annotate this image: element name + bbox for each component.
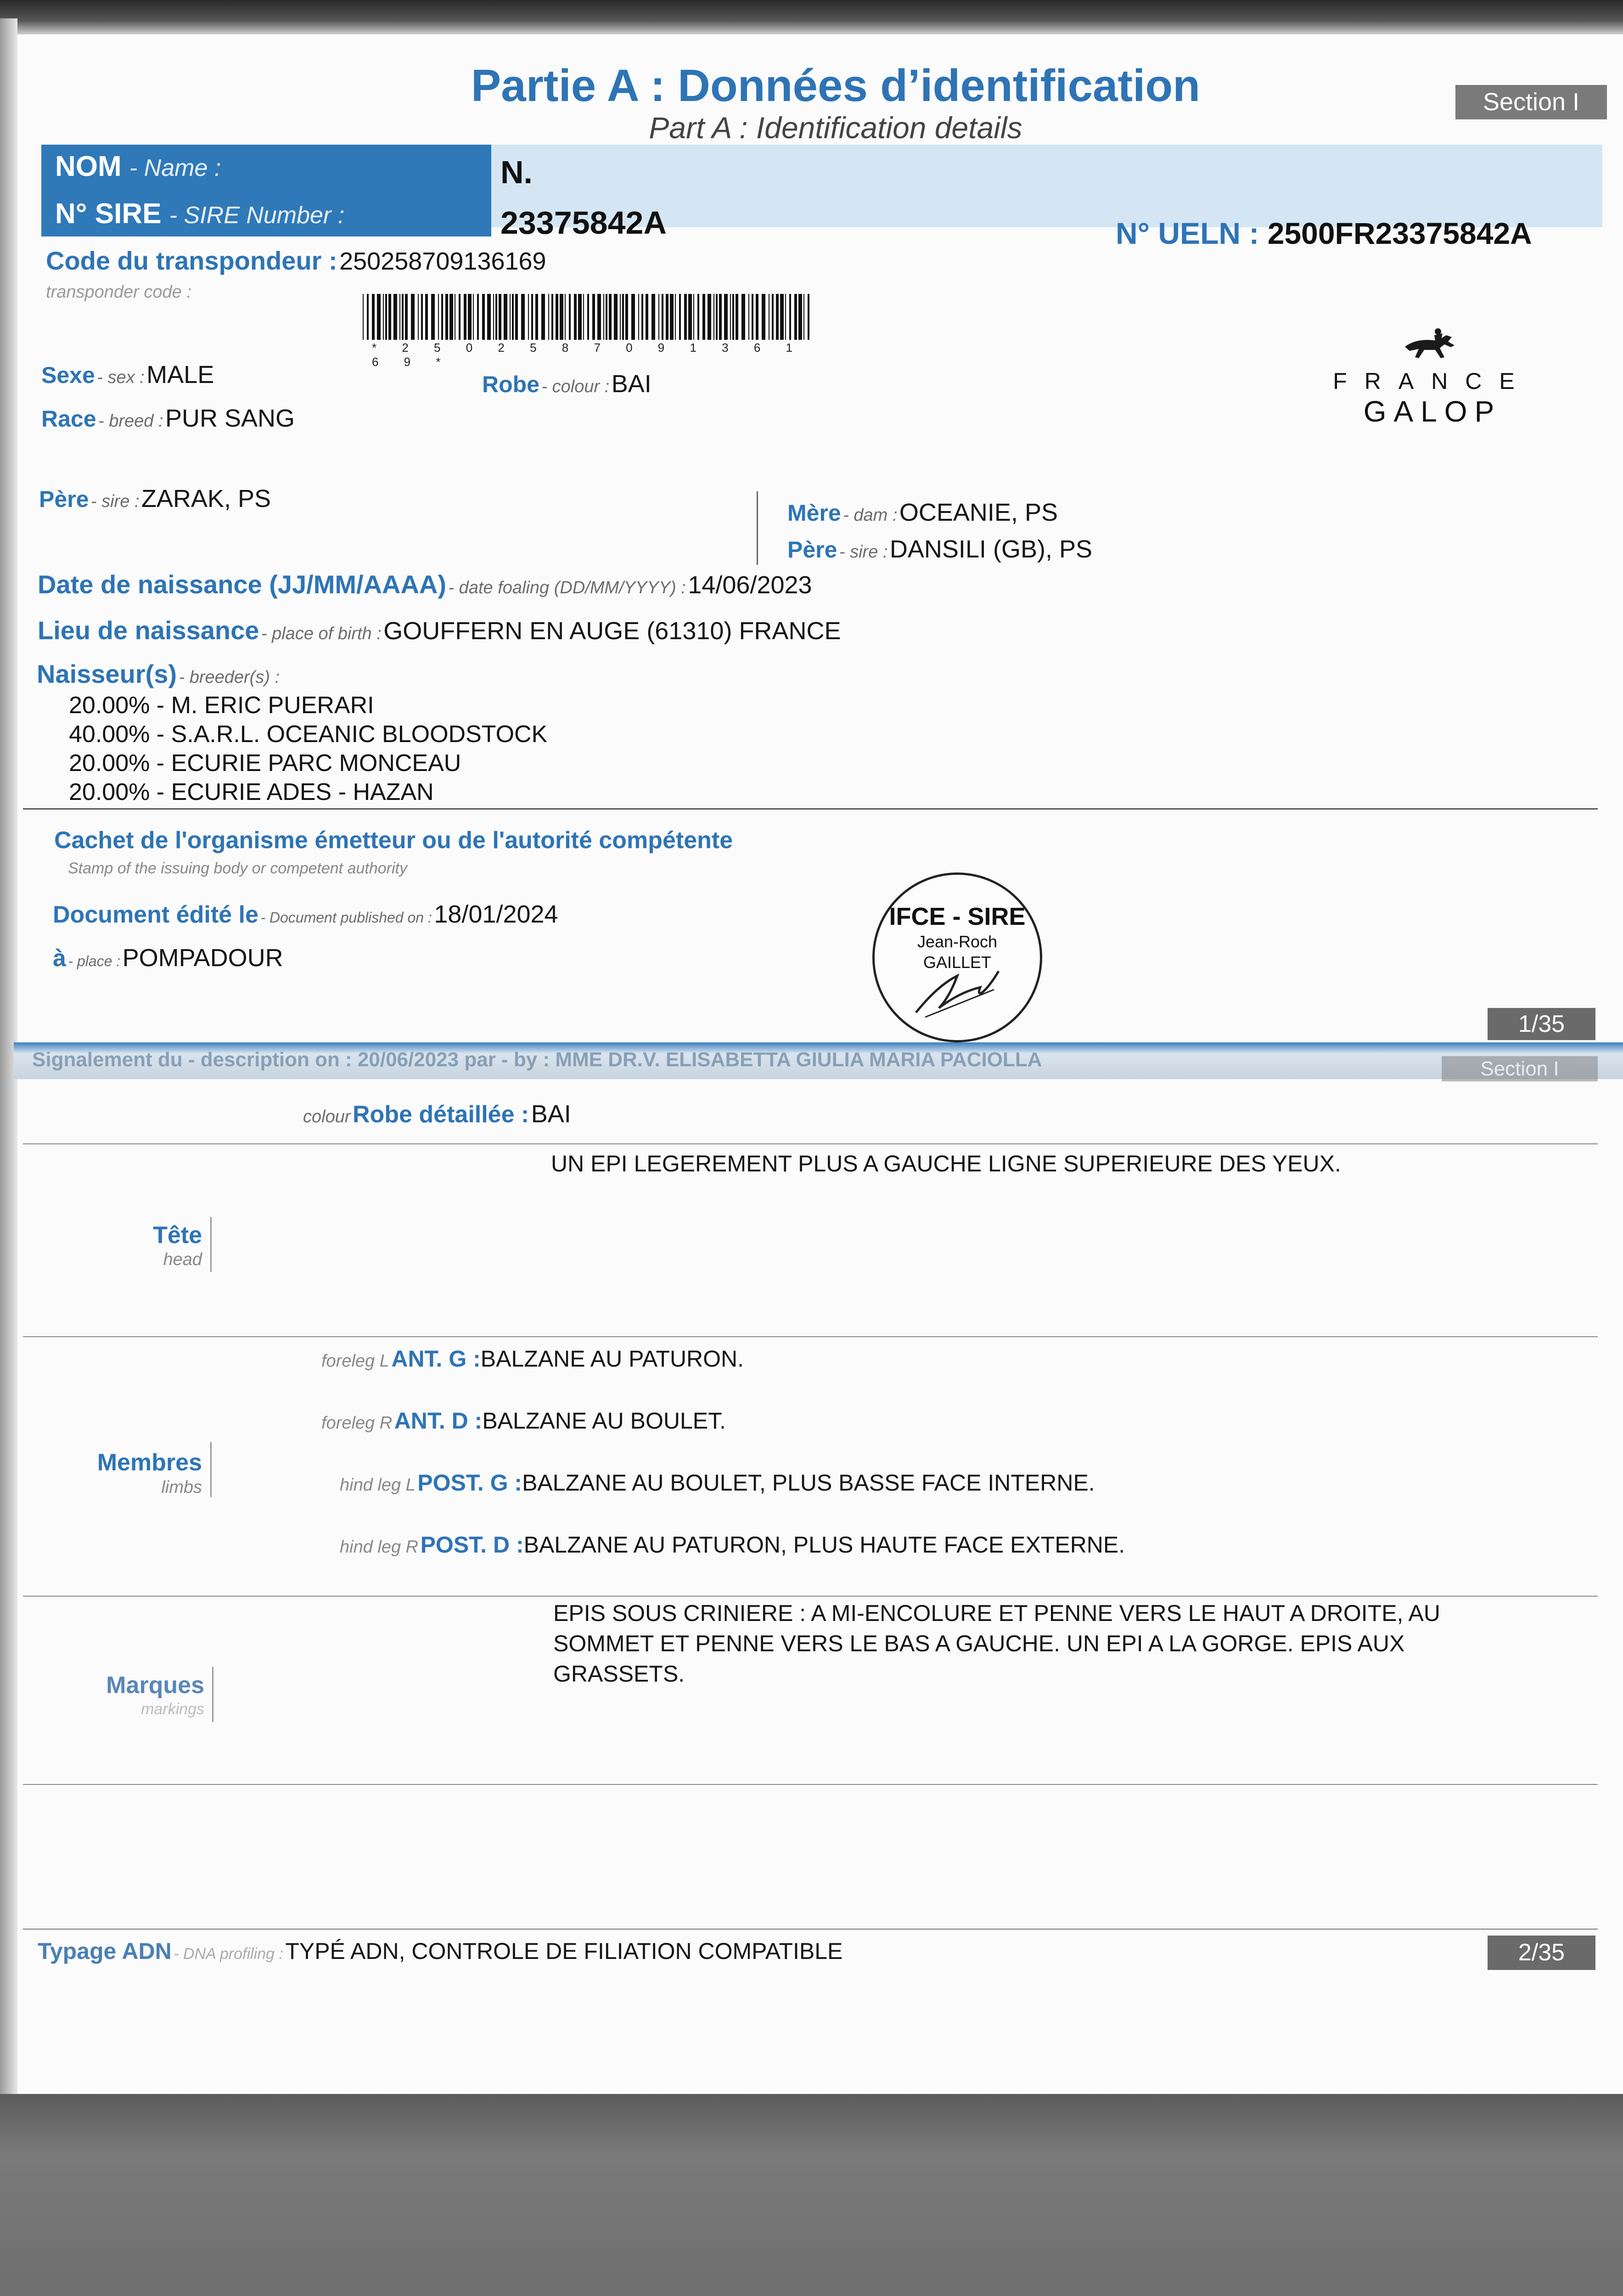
barcode-bar (713, 294, 714, 340)
limb-sublabel: foreleg L (321, 1351, 389, 1371)
barcode-bar (785, 294, 786, 340)
name-label: NOM (55, 151, 122, 182)
barcode-bar (789, 294, 791, 340)
barcode-bar (666, 294, 668, 340)
barcode-bar (679, 294, 681, 340)
barcode-bar (421, 294, 423, 340)
dna-label: Typage ADN (38, 1938, 172, 1964)
dam-sire-field (787, 535, 1092, 563)
ueln-field (1116, 216, 1532, 251)
barcode-bar (670, 294, 674, 340)
breed-sublabel: - breed : (98, 411, 163, 431)
barcode-bar (367, 294, 369, 340)
barcode-bar (495, 294, 497, 340)
dob-value: 14/06/2023 (688, 571, 812, 599)
dam-field (787, 498, 1058, 527)
stamp-title: IFCE - SIRE (889, 903, 1026, 930)
barcode-bar (756, 294, 758, 340)
sire-sublabel: - SIRE Number : (169, 202, 345, 229)
barcode-bar (724, 294, 728, 340)
barcode-bar (487, 294, 491, 340)
coat-sublabel: - colour : (541, 377, 610, 396)
breeders-field (37, 659, 280, 689)
name-sublabel: - Name : (129, 155, 221, 181)
barcode-bar (431, 294, 435, 340)
barcode-bar (399, 294, 400, 340)
coat-detail-value: BAI (531, 1100, 571, 1128)
barcode-bar (658, 294, 659, 340)
coat-label: Robe (482, 371, 539, 397)
limb-value: BALZANE AU BOULET, PLUS BASSE FACE INTERNE. (522, 1470, 1095, 1496)
barcode-bar (732, 294, 734, 340)
coat-detail-field (303, 1100, 571, 1128)
scanner-top-edge (0, 0, 1623, 34)
barcode-bar (622, 294, 624, 340)
breeder-item: 20.00% - ECURIE PARC MONCEAU (69, 750, 461, 777)
limb-row (340, 1531, 1125, 1558)
breeder-item: 20.00% - ECURIE ADES - HAZAN (69, 779, 434, 805)
barcode-bar (441, 294, 443, 340)
barcode-bar (675, 294, 676, 340)
limbs-sublabel: limbs (161, 1478, 202, 1497)
divider (23, 1929, 1598, 1930)
barcode-bar (597, 294, 601, 340)
page-title: Partie A : Données d’identification (471, 60, 1201, 111)
sire-father-sublabel: - sire : (90, 492, 140, 511)
coat-value: BAI (611, 370, 651, 398)
barcode-bar (631, 294, 635, 340)
barcode-bar (548, 294, 549, 340)
sex-value: MALE (146, 361, 214, 388)
limb-label: POST. D : (420, 1532, 524, 1558)
barcode-bar (772, 294, 774, 340)
page-subtitle: Part A : Identification details (649, 111, 1022, 145)
dob-field (38, 569, 812, 599)
barcode-bar (662, 294, 663, 340)
logo-line-2: GALOP (1363, 395, 1502, 428)
barcode-bar (418, 294, 419, 340)
barcode-bar (477, 294, 479, 340)
limb-sublabel: hind leg R (340, 1537, 419, 1557)
barcode-bar (693, 294, 694, 340)
barcode-bar (510, 294, 511, 340)
dam-label: Mère (787, 500, 841, 526)
head-description: UN EPI LEGEREMENT PLUS A GAUCHE LIGNE SUPERIEURE DES YEUX. (551, 1151, 1341, 1176)
dob-sublabel: - date foaling (DD/MM/YYYY) : (448, 578, 686, 597)
sex-sublabel: - sex : (97, 368, 145, 387)
barcode-bar (776, 294, 779, 340)
dna-field (38, 1938, 842, 1964)
ueln-value: 2500FR23375842A (1267, 216, 1532, 250)
breed-value: PUR SANG (165, 405, 295, 432)
divider (23, 1143, 1598, 1144)
markings-label: Marques (106, 1672, 204, 1699)
sire-father-value: ZARAK, PS (141, 485, 271, 512)
stamp-label: Cachet de l'organisme émetteur ou de l'autorité compétente (54, 827, 733, 854)
row-divider (210, 1442, 212, 1497)
row-divider (210, 1217, 212, 1272)
barcode-bar (646, 294, 648, 340)
barcode-bar (512, 294, 514, 340)
barcode-bar (504, 294, 507, 340)
section-badge-faded: Section I (1442, 1056, 1598, 1081)
place-value: POMPADOUR (122, 944, 283, 972)
barcode-bar (445, 294, 448, 340)
barcode-bar (803, 294, 804, 340)
breed-field (41, 404, 295, 433)
barcode-bar (556, 294, 558, 340)
barcode-bar (383, 294, 384, 340)
barcode-bar (625, 294, 628, 340)
barcode-bar (716, 294, 718, 340)
barcode-bar (638, 294, 639, 340)
published-label: Document édité le (53, 901, 258, 928)
barcode-bar (473, 294, 474, 340)
barcode-bar (551, 294, 553, 340)
barcode-bar (741, 294, 745, 340)
barcode-bar (372, 294, 375, 340)
pob-sublabel: - place of birth : (261, 624, 382, 643)
barcode-bar (363, 294, 364, 340)
barcode-bar (697, 294, 699, 340)
barcode-bar (752, 294, 753, 340)
barcode-bar (780, 294, 784, 340)
sire-field (39, 484, 271, 513)
barcode-bar (684, 294, 687, 340)
pob-label: Lieu de naissance (38, 616, 259, 645)
barcode-bar (528, 294, 529, 340)
barcode-bar (425, 294, 428, 340)
barcode-bar (702, 294, 705, 340)
limb-label: POST. G : (417, 1470, 522, 1496)
place-field (53, 944, 283, 972)
barcode-bar (708, 294, 711, 340)
logo-line-1: FRANCE (1333, 368, 1532, 394)
transponder-sublabel: transponder code : (46, 282, 191, 302)
description-header-text: Signalement du - description on : 20/06/2023 par - by : MME DR.V. ELISABETTA GIULIA MARIA PACIOLLA (32, 1048, 1042, 1071)
sire-father-label: Père (39, 486, 89, 512)
barcode-bar (578, 294, 582, 340)
limb-row (321, 1407, 726, 1434)
markings-line: GRASSETS. (553, 1661, 685, 1687)
barcode-bar (393, 294, 397, 340)
barcode-bar (574, 294, 577, 340)
barcode-bar (515, 294, 518, 340)
breed-label: Race (41, 406, 96, 432)
barcode-bar (606, 294, 607, 340)
row-divider (212, 1667, 213, 1722)
divider (23, 808, 1598, 810)
barcode-bar (402, 294, 404, 340)
transponder-barcode (363, 294, 810, 340)
published-field (53, 900, 558, 929)
horse-rider-icon (1400, 321, 1465, 363)
signature-icon (907, 962, 1008, 1026)
barcode-bar (560, 294, 563, 340)
dob-label: Date de naissance (JJ/MM/AAAA) (38, 570, 447, 599)
barcode-bar (468, 294, 472, 340)
barcode-bar (603, 294, 604, 340)
official-stamp (872, 872, 1042, 1042)
markings-line: SOMMET ET PENNE VERS LE BAS A GAUCHE. UN EPI A LA GORGE. EPIS AUX (553, 1631, 1405, 1656)
dam-sublabel: - dam : (843, 506, 898, 525)
barcode-bar (688, 294, 692, 340)
horse-name: N. (500, 154, 533, 190)
coat-field (482, 370, 651, 398)
coat-detail-label: Robe détaillée : (352, 1101, 529, 1128)
limb-value: BALZANE AU BOULET. (482, 1408, 726, 1434)
page-number: 2/35 (1488, 1936, 1595, 1970)
dna-sublabel: - DNA profiling : (174, 1945, 283, 1963)
limb-row (321, 1345, 744, 1372)
barcode-bar (730, 294, 731, 340)
section-badge: Section I (1455, 85, 1607, 119)
barcode-bar (411, 294, 415, 340)
dam-value: OCEANIE, PS (899, 499, 1058, 526)
pob-value: GOUFFERN EN AUGE (61310) FRANCE (383, 617, 841, 645)
barcode-bar (748, 294, 749, 340)
france-galop-logo (1322, 321, 1543, 428)
published-sublabel: - Document published on : (260, 909, 432, 926)
barcode-bar (499, 294, 501, 340)
barcode-bar (808, 294, 809, 340)
name-sire-box (41, 145, 491, 236)
limb-label: ANT. G : (391, 1346, 481, 1372)
dam-sire-sublabel: - sire : (839, 542, 888, 562)
breeders-label: Naisseur(s) (37, 659, 177, 688)
limb-row (340, 1469, 1095, 1496)
stamp-name-2: GAILLET (923, 953, 992, 972)
breeder-item: 40.00% - S.A.R.L. OCEANIC BLOODSTOCK (69, 721, 548, 748)
barcode-bar (736, 294, 738, 340)
barcode-bar (482, 294, 485, 340)
markings-line: EPIS SOUS CRINIERE : A MI-ENCOLURE ET PENNE VERS LE HAUT A DROITE, AU (553, 1600, 1440, 1626)
barcode-bar (794, 294, 797, 340)
stamp-sublabel: Stamp of the issuing body or competent authority (68, 860, 407, 877)
markings-description (553, 1598, 1440, 1689)
barcode-bar (438, 294, 439, 340)
transponder-value: 250258709136169 (339, 248, 546, 275)
ueln-label: N° UELN : (1116, 216, 1259, 250)
limb-label: ANT. D : (394, 1408, 483, 1434)
barcode-bar (541, 294, 545, 340)
pob-field (38, 615, 841, 645)
barcode-bar (405, 294, 408, 340)
barcode-digits: * 2 5 0 2 5 8 7 0 9 1 3 6 1 6 9 * (372, 341, 804, 369)
barcode-bar (592, 294, 595, 340)
breeders-list (69, 691, 547, 807)
sex-field (41, 360, 214, 389)
limb-value: BALZANE AU PATURON, PLUS HAUTE FACE EXTERNE. (523, 1532, 1125, 1558)
barcode-bar (521, 294, 525, 340)
sire-label: N° SIRE (55, 198, 162, 230)
dam-sire-value: DANSILI (GB), PS (889, 535, 1093, 563)
barcode-bar (609, 294, 612, 340)
barcode-bar (493, 294, 494, 340)
scanner-bottom-edge (0, 2094, 1623, 2296)
barcode-bar (614, 294, 618, 340)
divider (23, 1784, 1598, 1785)
barcode-bar (449, 294, 453, 340)
transponder-label: Code du transpondeur : (46, 246, 337, 275)
barcode-bar (464, 294, 466, 340)
published-value: 18/01/2024 (434, 900, 558, 928)
barcode-bar (535, 294, 538, 340)
barcode-bar (587, 294, 589, 340)
sire-number: 23375842A (500, 205, 667, 241)
sex-label: Sexe (41, 362, 95, 388)
dna-value: TYPÉ ADN, CONTROLE DE FILIATION COMPATIBLE (285, 1938, 843, 1964)
barcode-bar (762, 294, 765, 340)
coat-detail-sublabel: colour (303, 1107, 351, 1126)
barcode-bar (385, 294, 387, 340)
place-sublabel: - place : (68, 953, 121, 969)
pedigree-divider (757, 491, 758, 565)
head-label: Tête (153, 1222, 202, 1249)
limb-sublabel: foreleg R (321, 1413, 393, 1433)
divider (23, 1596, 1598, 1597)
barcode-bar (569, 294, 571, 340)
place-label: à (53, 945, 66, 972)
barcode-bar (531, 294, 533, 340)
page-number: 1/35 (1488, 1008, 1595, 1040)
barcode-bar (388, 294, 391, 340)
barcode-bar (651, 294, 655, 340)
markings-sublabel: markings (141, 1700, 204, 1718)
limb-value: BALZANE AU PATURON. (480, 1346, 744, 1372)
breeders-sublabel: - breeder(s) : (179, 668, 280, 687)
barcode-bar (620, 294, 621, 340)
dam-sire-label: Père (787, 537, 837, 563)
limb-sublabel: hind leg L (340, 1475, 416, 1495)
limbs-label: Membres (97, 1449, 202, 1476)
barcode-bar (798, 294, 802, 340)
head-sublabel: head (163, 1250, 202, 1269)
divider (23, 1336, 1598, 1337)
barcode-bar (641, 294, 643, 340)
breeder-item: 20.00% - M. ERIC PUERARI (69, 692, 374, 719)
barcode-bar (565, 294, 566, 340)
barcode-bar (583, 294, 584, 340)
transponder-field (46, 246, 546, 276)
barcode-bar (377, 294, 381, 340)
stamp-name-1: Jean-Roch (917, 932, 998, 951)
barcode-bar (459, 294, 461, 340)
barcode-bar (719, 294, 722, 340)
